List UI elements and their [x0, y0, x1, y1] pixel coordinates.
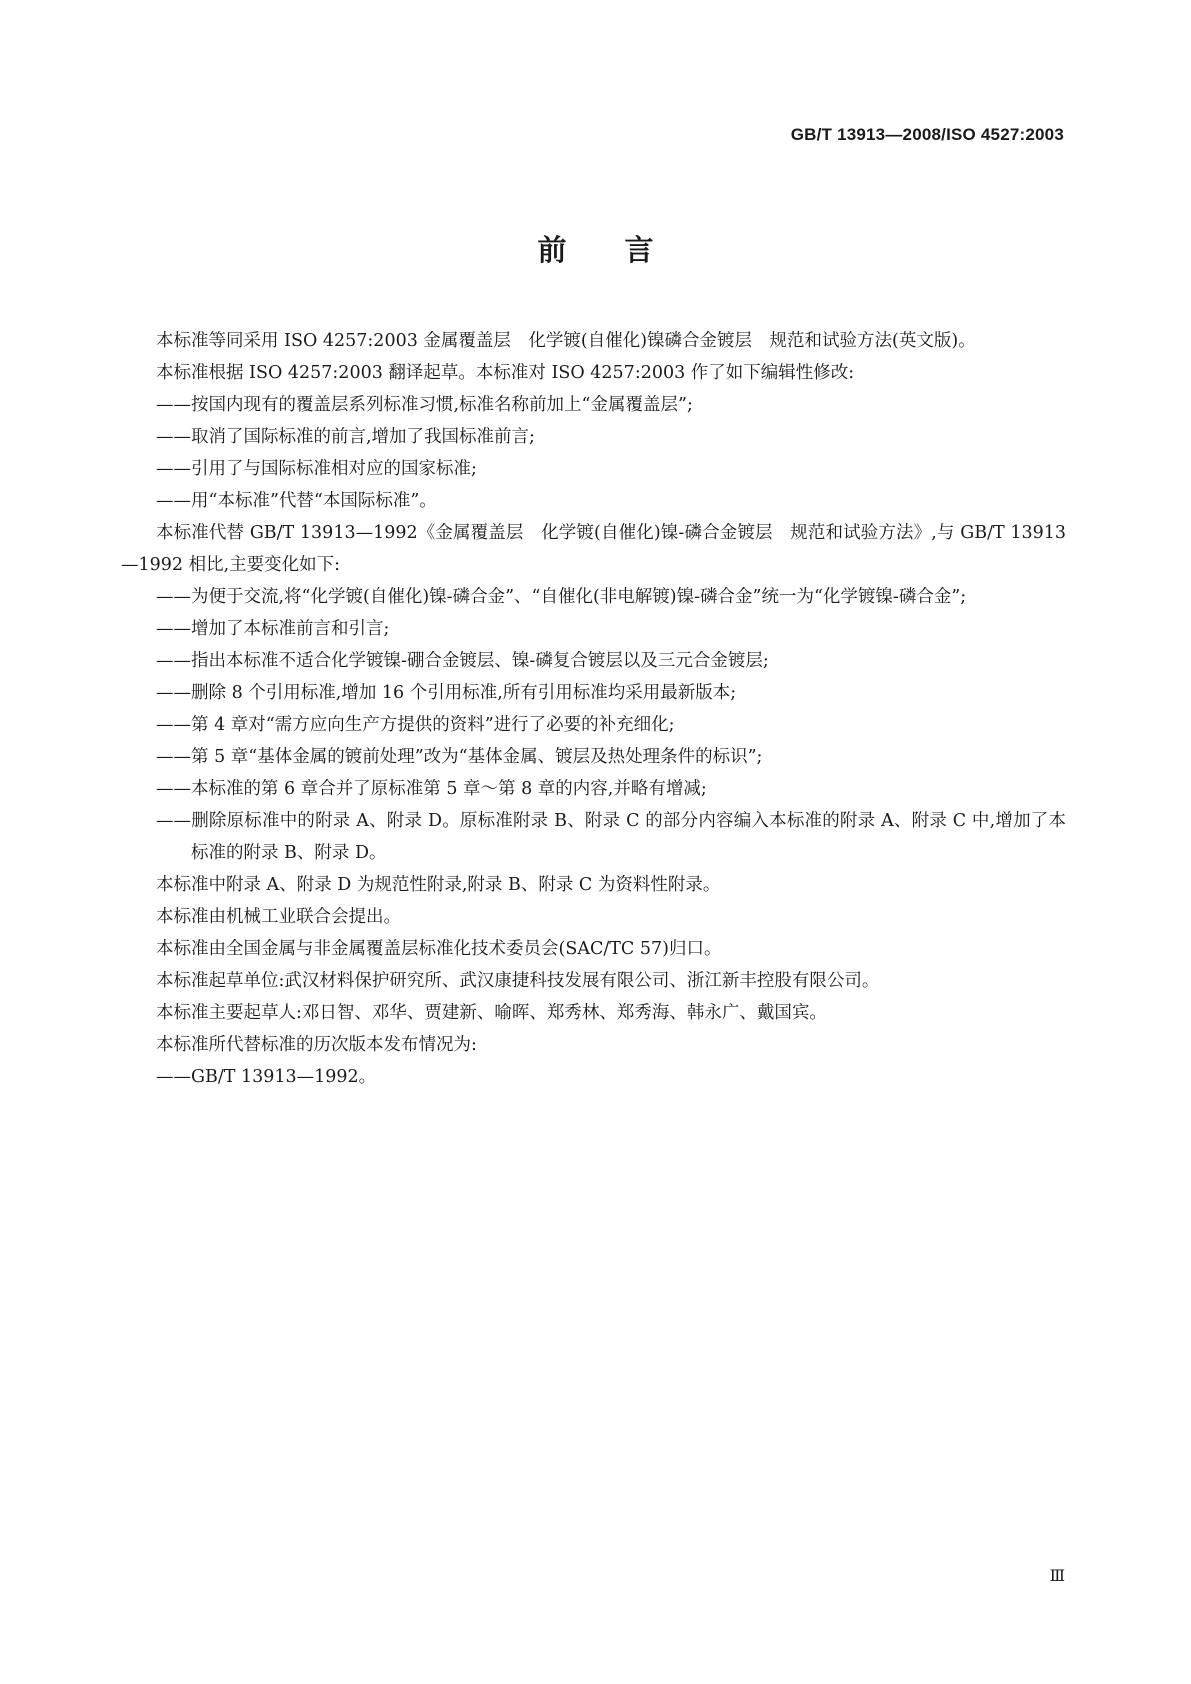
paragraph-proposer: 本标准由机械工业联合会提出。: [156, 907, 401, 927]
page-title: [0, 228, 1191, 269]
title-char-1: 前: [537, 233, 567, 267]
list-item: ——按国内现有的覆盖层系列标准习惯,标准名称前加上“金属覆盖层”;: [156, 395, 693, 415]
paragraph-history: 本标准所代替标准的历次版本发布情况为:: [156, 1035, 477, 1055]
paragraph-committee: 本标准由全国金属与非金属覆盖层标准化技术委员会(SAC/TC 57)归口。: [156, 939, 722, 959]
list-item: ——GB/T 13913—1992。: [156, 1067, 377, 1087]
page-number: Ⅲ: [1049, 1566, 1065, 1585]
paragraph-replacement: 本标准代替 GB/T 13913—1992《金属覆盖层 化学镀(自催化)镍-磷合金镀层 规范和试验方法》,与 GB/T 13913—1992 相比,主要变化如下:: [121, 523, 1066, 575]
foreword-body: [121, 325, 1066, 1093]
list-item: ——删除原标准中的附录 A、附录 D。原标准附录 B、附录 C 的部分内容编入本标准的附录 A、附录 C 中,增加了本标准的附录 B、附录 D。: [156, 811, 1066, 863]
title-char-2: 言: [624, 233, 654, 267]
list-item: ——增加了本标准前言和引言;: [156, 619, 390, 639]
paragraph-translation: 本标准根据 ISO 4257:2003 翻译起草。本标准对 ISO 4257:2003 作了如下编辑性修改:: [156, 363, 855, 383]
list-item: ——为便于交流,将“化学镀(自催化)镍-磷合金”、“自催化(非电解镀)镍-磷合金”统一为“化学镀镍-磷合金”;: [156, 587, 967, 607]
paragraph-drafting-units: 本标准起草单位:武汉材料保护研究所、武汉康捷科技发展有限公司、浙江新丰控股有限公司。: [156, 971, 880, 991]
list-item: ——用“本标准”代替“本国际标准”。: [156, 491, 437, 511]
list-item: ——删除 8 个引用标准,增加 16 个引用标准,所有引用标准均采用最新版本;: [156, 683, 737, 703]
paragraph-annexes: 本标准中附录 A、附录 D 为规范性附录,附录 B、附录 C 为资料性附录。: [156, 875, 721, 895]
list-item: ——第 4 章对“需方应向生产方提供的资料”进行了必要的补充细化;: [156, 715, 675, 735]
list-item: ——本标准的第 6 章合并了原标准第 5 章～第 8 章的内容,并略有增减;: [156, 779, 707, 799]
list-item: ——取消了国际标准的前言,增加了我国标准前言;: [156, 427, 535, 447]
list-item: ——引用了与国际标准相对应的国家标准;: [156, 459, 477, 479]
list-item: ——第 5 章“基体金属的镀前处理”改为“基体金属、镀层及热处理条件的标识”;: [156, 747, 763, 767]
paragraph-drafters: 本标准主要起草人:邓日智、邓华、贾建新、喻晖、郑秀林、郑秀海、韩永广、戴国宾。: [156, 1003, 827, 1023]
paragraph-adoption: 本标准等同采用 ISO 4257:2003 金属覆盖层 化学镀(自催化)镍磷合金镀层 规范和试验方法(英文版)。: [156, 331, 976, 351]
list-item: ——指出本标准不适合化学镀镍-硼合金镀层、镍-磷复合镀层以及三元合金镀层;: [156, 651, 769, 671]
standard-code-header: GB/T 13913—2008/ISO 4527:2003: [790, 125, 1064, 144]
